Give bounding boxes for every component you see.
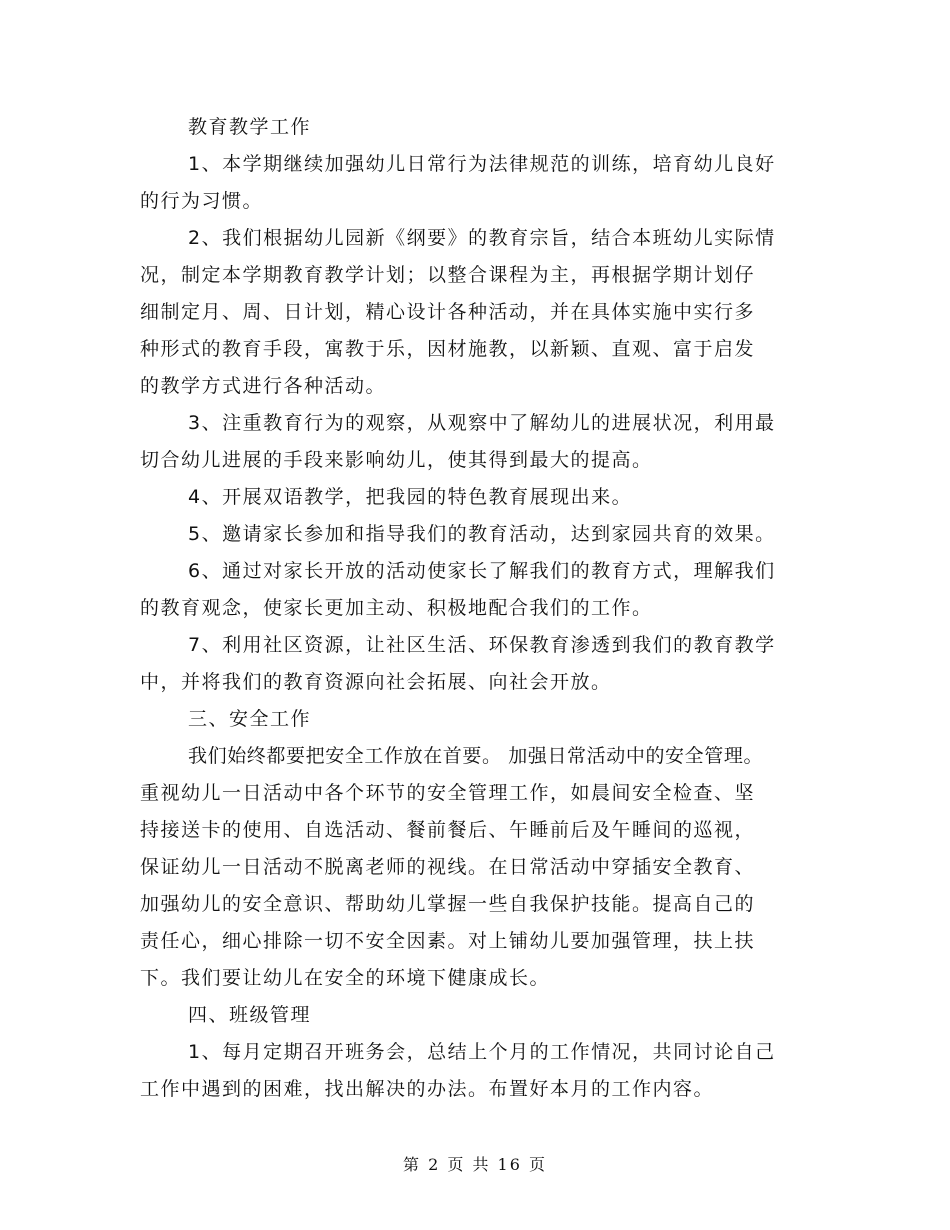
paragraph-line: 工作中遇到的困难，找出解决的办法。布置好本月的工作内容。 bbox=[140, 1078, 715, 1100]
paragraph-line: 4、开展双语教学，把我园的特色教育展现出来。 bbox=[188, 486, 633, 508]
paragraph-line: 况，制定本学期教育教学计划；以整合课程为主，再根据学期计划仔 bbox=[140, 264, 756, 286]
section-heading: 三、安全工作 bbox=[188, 708, 312, 730]
paragraph-line: 保证幼儿一日活动不脱离老师的视线。在日常活动中穿插安全教育、 bbox=[140, 856, 756, 878]
paragraph-line: 持接送卡的使用、自选活动、餐前餐后、午睡前后及午睡间的巡视， bbox=[140, 819, 756, 841]
paragraph-line: 2、我们根据幼儿园新《纲要》的教育宗旨，结合本班幼儿实际情 bbox=[188, 227, 776, 249]
paragraph-line: 1、每月定期召开班务会，总结上个月的工作情况，共同讨论自己 bbox=[188, 1041, 776, 1063]
paragraph-line: 3、注重教育行为的观察，从观察中了解幼儿的进展状况，利用最 bbox=[188, 412, 776, 434]
paragraph-line: 的教育观念，使家长更加主动、积极地配合我们的工作。 bbox=[140, 597, 653, 619]
paragraph-line: 的教学方式进行各种活动。 bbox=[140, 375, 387, 397]
paragraph-line: 细制定月、周、日计划，精心设计各种活动，并在具体实施中实行多 bbox=[140, 301, 756, 323]
paragraph-line: 切合幼儿进展的手段来影响幼儿，使其得到最大的提高。 bbox=[140, 449, 653, 471]
paragraph-line: 下。我们要让幼儿在安全的环境下健康成长。 bbox=[140, 967, 551, 989]
paragraph-line: 中，并将我们的教育资源向社会拓展、向社会开放。 bbox=[140, 671, 612, 693]
paragraph-line: 种形式的教育手段，寓教于乐，因材施教，以新颖、直观、富于启发 bbox=[140, 338, 756, 360]
paragraph-line: 重视幼儿一日活动中各个环节的安全管理工作，如晨间安全检查、坚 bbox=[140, 782, 756, 804]
paragraph-line: 的行为习惯。 bbox=[140, 190, 264, 212]
paragraph-line: 教育教学工作 bbox=[188, 116, 312, 138]
paragraph-line: 5、邀请家长参加和指导我们的教育活动，达到家园共育的效果。 bbox=[188, 523, 776, 545]
paragraph-line: 7、利用社区资源，让社区生活、环保教育渗透到我们的教育教学 bbox=[188, 634, 776, 656]
page-footer: 第 2 页 共 16 页 bbox=[403, 1155, 547, 1174]
paragraph-line: 6、通过对家长开放的活动使家长了解我们的教育方式，理解我们 bbox=[188, 560, 776, 582]
paragraph-line: 责任心，细心排除一切不安全因素。对上铺幼儿要加强管理，扶上扶 bbox=[140, 930, 756, 952]
section-heading: 四、班级管理 bbox=[188, 1004, 312, 1026]
paragraph-line: 1、本学期继续加强幼儿日常行为法律规范的训练，培育幼儿良好 bbox=[188, 153, 776, 175]
paragraph-line: 加强幼儿的安全意识、帮助幼儿掌握一些自我保护技能。提高自己的 bbox=[140, 893, 756, 915]
paragraph-line: 我们始终都要把安全工作放在首要。 加强日常活动中的安全管理。 bbox=[188, 745, 764, 767]
